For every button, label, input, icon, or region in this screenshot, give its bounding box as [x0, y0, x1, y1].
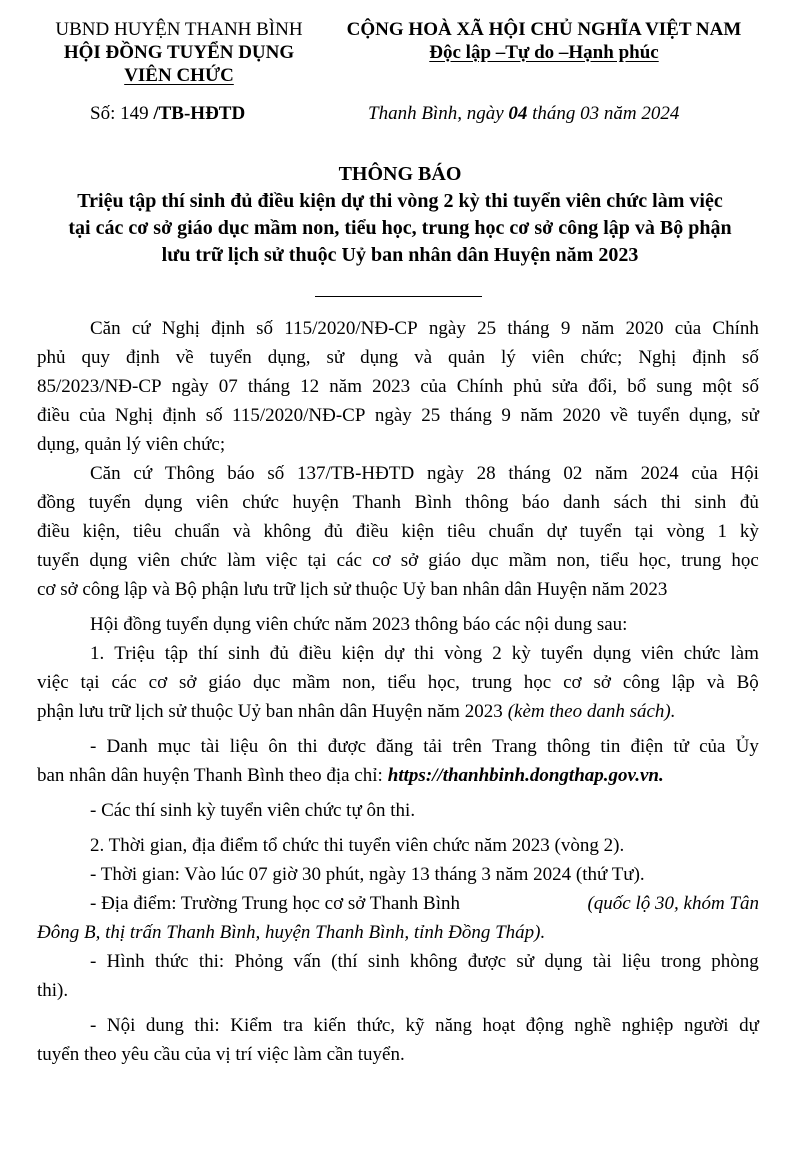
authority-line-2: HỘI ĐỒNG TUYỂN DỤNG	[63, 42, 295, 63]
location-detail: (quốc lộ 30, khóm Tân	[587, 893, 759, 914]
text-line	[37, 761, 759, 790]
title-line-3: lưu trữ lịch sử thuộc Uỷ ban nhân dân Huyện năm 2023	[161, 244, 639, 266]
text-line: điều kiện, tiêu chuẩn và không đủ điều kiện tiêu chuẩn dự tuyển tại vòng 1 kỳ	[37, 521, 759, 542]
text-line: Căn cứ Nghị định số 115/2020/NĐ-CP ngày 25 tháng 9 năm 2020 của Chính	[90, 318, 759, 339]
text-line: Căn cứ Thông báo số 137/TB-HĐTD ngày 28 tháng 02 năm 2024 của Hội	[90, 463, 759, 484]
text-line: thi).	[37, 980, 69, 1001]
ref-number: 149	[120, 103, 149, 124]
text-segment: ban nhân dân huyện Thanh Bình theo địa chỉ:	[37, 765, 383, 786]
text-line: - Danh mục tài liệu ôn thi được đăng tải trên Trang thông tin điện tử của Ủy	[90, 736, 759, 757]
national-name: CỘNG HOÀ XÃ HỘI CHỦ NGHĨA VIỆT NAM	[346, 19, 742, 40]
text-segment: phận lưu trữ lịch sử thuộc Uỷ ban nhân dân Huyện năm 2023	[37, 701, 503, 722]
title-divider	[315, 296, 482, 297]
date-prefix: Thanh Bình, ngày	[368, 103, 504, 124]
text-line: dụng, quản lý viên chức;	[37, 434, 226, 455]
authority-line-1: UBND HUYỆN THANH BÌNH	[55, 19, 303, 40]
document-date	[368, 103, 679, 125]
ref-suffix: /TB-HĐTD	[153, 103, 246, 124]
text-line: - Nội dung thi: Kiểm tra kiến thức, kỹ năng hoạt động nghề nghiệp người dự	[90, 1015, 759, 1036]
text-line: Đông B, thị trấn Thanh Bình, huyện Thanh Bình, tỉnh Đồng Tháp).	[37, 922, 546, 943]
text-line	[37, 889, 759, 918]
text-line	[37, 697, 759, 726]
text-line: đồng tuyển dụng viên chức huyện Thanh Bình thông báo danh sách thi sinh đủ	[37, 492, 759, 513]
text-line: tuyển theo yêu cầu của vị trí việc làm cần tuyển.	[37, 1044, 405, 1065]
issuing-authority	[38, 18, 320, 87]
paragraph-format	[37, 947, 759, 1005]
paragraph-time: - Thời gian: Vào lúc 07 giờ 30 phút, ngày 13 tháng 3 năm 2024 (thứ Tư).	[90, 864, 645, 885]
title-heading: THÔNG BÁO	[338, 163, 462, 185]
paragraph-self-study: - Các thí sinh kỳ tuyển viên chức tự ôn thi.	[90, 800, 416, 821]
ref-prefix: Số:	[90, 103, 116, 124]
paragraph-materials	[37, 732, 759, 790]
title-line-1: Triệu tập thí sinh đủ điều kiện dự thi vòng 2 kỳ thi tuyển viên chức làm việc	[77, 190, 723, 212]
document-body	[37, 314, 759, 1069]
title-line-2: tại các cơ sở giáo dục mầm non, tiểu học, trung học cơ sở công lập và Bộ phận	[68, 217, 732, 239]
document-title	[30, 160, 770, 269]
attachment-note: (kèm theo danh sách).	[507, 701, 676, 722]
motto-line: Độc lập –Tự do –Hạnh phúc	[429, 42, 659, 63]
website-link[interactable]: https://thanhbinh.dongthap.gov.vn.	[387, 765, 664, 786]
text-line: phủ quy định về tuyển dụng, sử dụng và quản lý viên chức; Nghị định số	[37, 347, 759, 368]
paragraph-content	[37, 1011, 759, 1069]
text-line: 1. Triệu tập thí sinh đủ điều kiện dự thi vòng 2 kỳ tuyển dụng viên chức làm	[90, 643, 759, 664]
text-line: 85/2023/NĐ-CP ngày 07 tháng 12 năm 2023 của Chính phủ sửa đổi, bổ sung một số	[37, 376, 759, 397]
text-line: - Hình thức thi: Phỏng vấn (thí sinh không được sử dụng tài liệu trong phòng	[90, 951, 759, 972]
paragraph-intro: Hội đồng tuyển dụng viên chức năm 2023 thông báo các nội dung sau:	[90, 614, 628, 635]
date-suffix: tháng 03 năm 2024	[532, 103, 680, 124]
text-line: tuyển dụng viên chức làm việc tại các cơ sở giáo dục mầm non, tiểu học, trung học	[37, 550, 759, 571]
text-line: việc tại các cơ sở giáo dục mầm non, tiểu học, trung học cơ sở công lập và Bộ	[37, 672, 759, 693]
paragraph-location	[37, 889, 759, 947]
text-segment: - Địa điểm: Trường Trung học cơ sở Thanh Bình	[90, 893, 460, 914]
paragraph-legal-basis-1	[37, 314, 759, 459]
paragraph-legal-basis-2	[37, 459, 759, 604]
authority-line-3: VIÊN CHỨC	[124, 65, 234, 86]
document-reference	[90, 103, 245, 125]
text-line: cơ sở công lập và Bộ phận lưu trữ lịch sử thuộc Uỷ ban nhân dân Huyện năm 2023	[37, 579, 668, 600]
national-motto	[318, 18, 770, 64]
paragraph-item-2: 2. Thời gian, địa điểm tổ chức thi tuyển viên chức năm 2023 (vòng 2).	[90, 835, 625, 856]
date-day: 04	[508, 103, 528, 124]
text-line: điều của Nghị định số 115/2020/NĐ-CP ngày 25 tháng 9 năm 2020 về tuyển dụng, sử	[37, 405, 759, 426]
paragraph-item-1	[37, 639, 759, 726]
